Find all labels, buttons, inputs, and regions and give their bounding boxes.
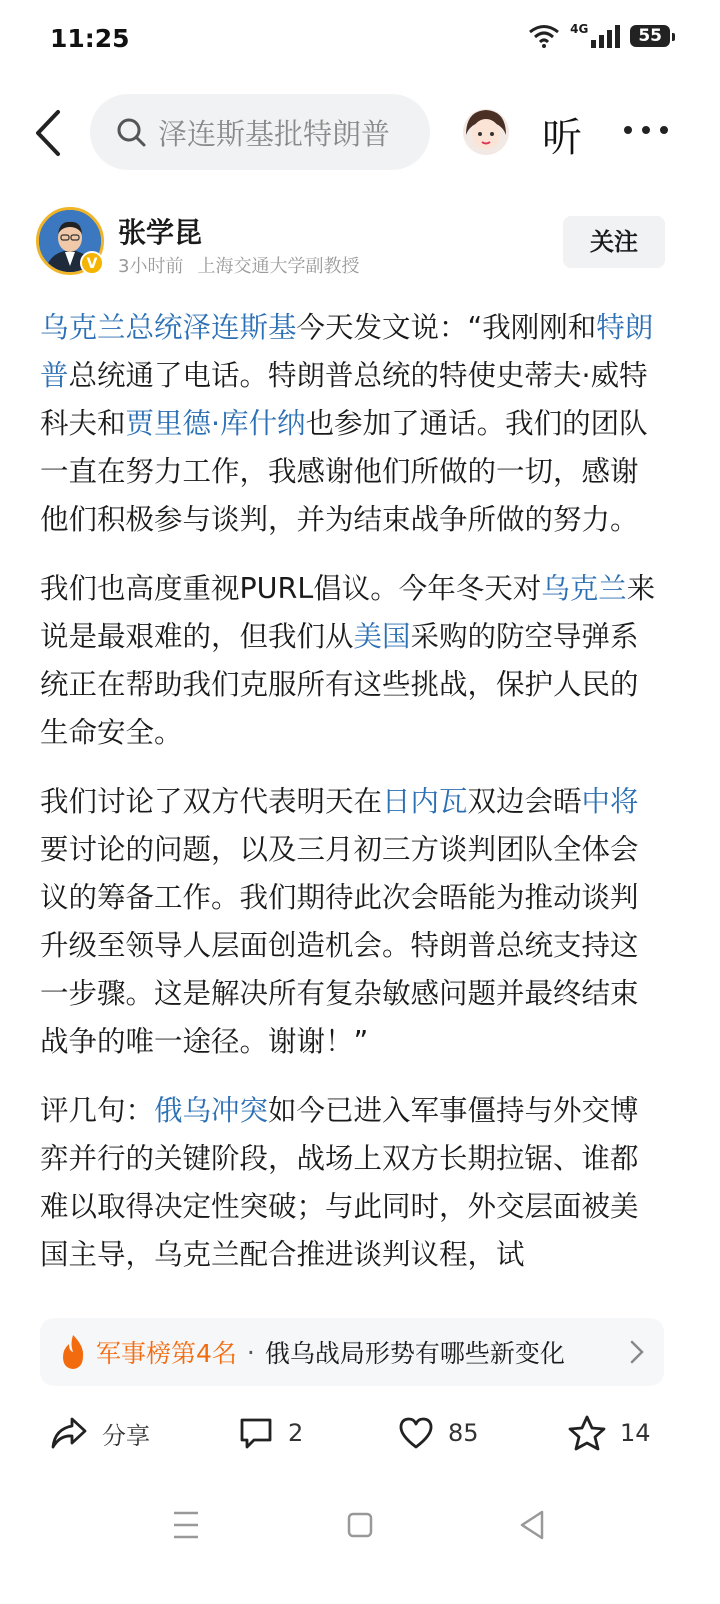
share-label: 分享 (102, 1421, 150, 1450)
article-body (40, 304, 666, 1308)
comment-count: 2 (288, 1419, 304, 1447)
network-type: 4G (570, 22, 589, 36)
back-triangle-icon[interactable] (522, 1512, 542, 1538)
hot-topic-bar[interactable] (40, 1318, 664, 1386)
home-icon[interactable] (349, 1514, 371, 1536)
share-icon (50, 1416, 88, 1450)
dot-icon (642, 126, 650, 134)
author-meta (118, 252, 359, 278)
dot-icon (624, 126, 632, 134)
more-options-button[interactable] (624, 126, 668, 136)
dot-icon (660, 126, 668, 134)
follow-button[interactable]: 关注 (563, 216, 665, 268)
article-paragraph (40, 565, 666, 757)
assistant-avatar-icon[interactable] (462, 105, 510, 157)
wifi-icon (528, 24, 560, 48)
favorite-count: 14 (620, 1419, 651, 1447)
article-text: 双边会晤 (467, 785, 582, 818)
author-name[interactable]: 张学昆 (118, 216, 203, 249)
favorite-button[interactable] (568, 1408, 651, 1458)
system-nav-bar (0, 1495, 720, 1555)
topic-link[interactable]: 贾里德·库什纳 (125, 407, 306, 440)
back-button[interactable] (28, 108, 68, 158)
search-query: 泽连斯基批特朗普 (158, 116, 391, 151)
search-icon (116, 117, 146, 147)
topic-link[interactable]: 乌克兰总统泽连斯基 (40, 311, 297, 344)
article-text: 采购的防空导弹系统正在帮助我们克服所有这些挑战，保护人民的生命安全。 (40, 620, 639, 749)
article-text: 如今已进入军事僵持与外交博弈并行的关键阶段，战场上双方长期拉锯、谁都难以取得决定性突破；与此同时，外交层面被美国主导，乌克兰配合推进谈判议程，试 (40, 1094, 639, 1271)
listen-button[interactable]: 听 (542, 115, 582, 161)
topic-link[interactable]: 中将 (581, 785, 639, 818)
article-paragraph (40, 1087, 666, 1279)
article-text: 来说是最艰难的，但我们从 (40, 572, 656, 653)
article-text: 评几句： (40, 1094, 155, 1127)
article-text: 今天发文说：“我刚刚和 (296, 311, 597, 344)
topic-link[interactable]: 特朗普 (40, 311, 654, 392)
flame-icon (58, 1334, 88, 1370)
hot-topic-title: 俄乌战局形势有哪些新变化 (264, 1339, 565, 1368)
menu-icon[interactable] (174, 1513, 198, 1537)
like-count: 85 (448, 1419, 479, 1447)
share-button[interactable] (50, 1408, 150, 1458)
author-title: 上海交通大学副教授 (197, 256, 360, 277)
article-text: 我们讨论了双方代表明天在 (40, 785, 383, 818)
star-icon (568, 1415, 606, 1451)
like-button[interactable] (398, 1408, 479, 1458)
topic-link[interactable]: 日内瓦 (382, 785, 468, 818)
article-paragraph (40, 304, 666, 544)
chevron-right-icon (630, 1340, 644, 1364)
post-time: 3小时前 (118, 256, 184, 277)
topic-link[interactable]: 乌克兰 (541, 572, 627, 605)
status-time: 11:25 (50, 24, 130, 53)
article-text: 总统通了电话。特朗普总统的特使史蒂夫·威特科夫和 (40, 359, 648, 440)
signal-icon (590, 24, 620, 48)
hot-rank: 军事榜第4名 (96, 1339, 237, 1368)
verified-badge-icon: V (80, 251, 104, 275)
status-icons (528, 24, 670, 48)
battery-icon: 55 (630, 25, 670, 47)
topic-link[interactable]: 俄乌冲突 (154, 1094, 269, 1127)
article-text: 也参加了通话。我们的团队一直在努力工作，我感谢他们所做的一切，感谢他们积极参与谈判，并为结束战争所做的努力。 (40, 407, 648, 536)
article-paragraph (40, 778, 666, 1066)
article-text: 要讨论的问题，以及三月初三方谈判团队全体会议的筹备工作。我们期待此次会晤能为推动谈判升级至领导人层面创造机会。特朗普总统支持这一步骤。这是解决所有复杂敏感问题并最终结束战争的唯一途径。谢谢！” (40, 833, 639, 1058)
heart-icon (398, 1416, 434, 1450)
comment-icon (238, 1416, 274, 1450)
hot-separator: · (246, 1337, 255, 1367)
comment-button[interactable] (238, 1408, 303, 1458)
topic-link[interactable]: 美国 (353, 620, 411, 653)
search-input[interactable] (90, 94, 430, 170)
article-text: 我们也高度重视PURL倡议。今年冬天对 (40, 572, 542, 605)
